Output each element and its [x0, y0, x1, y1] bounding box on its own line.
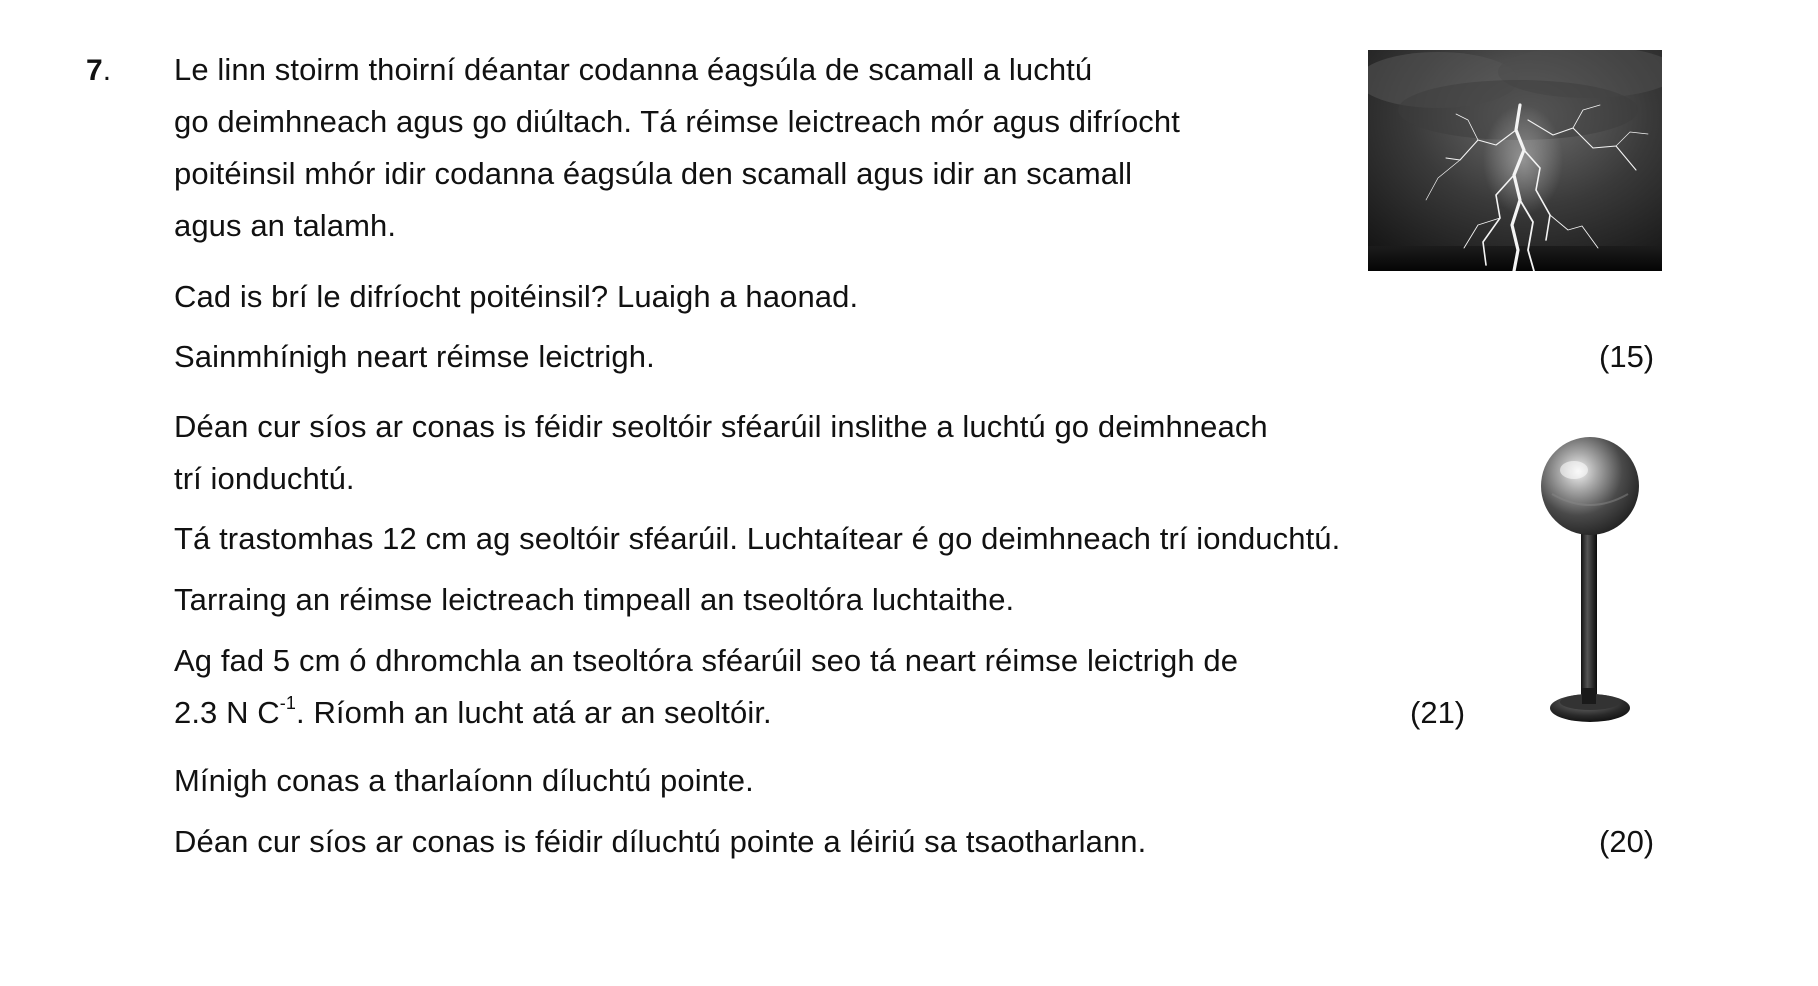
part-c-line-1: Mínigh conas a tharlaíonn díluchtú pointe.: [174, 763, 754, 798]
charge-value-text: 2.3 N C: [174, 695, 280, 730]
part-a-line-1: Cad is brí le difríocht poitéinsil? Luaigh a haonad.: [174, 279, 859, 314]
intro-line-1: Le linn stoirm thoirní déantar codanna éagsúla de scamall a luchtú: [174, 52, 1093, 87]
question-number: 7.: [86, 54, 112, 87]
part-b-marks: (21): [1410, 695, 1466, 730]
sphere-on-stand-photo: [1530, 436, 1650, 732]
part-b-line-5: Ag fad 5 cm ó dhromchla an tseoltóra sféarúil seo tá neart réimse leictrigh de: [174, 643, 1239, 678]
intro-line-3: poitéinsil mhór idir codanna éagsúla den scamall agus idir an scamall: [174, 156, 1133, 191]
unit-exponent: -1: [279, 693, 297, 713]
part-b-line-1: Déan cur síos ar conas is féidir seoltóir sféarúil inslithe a luchtú go deimhneach: [174, 409, 1268, 444]
calculate-charge-text: . Ríomh an lucht atá ar an seoltóir.: [296, 695, 772, 730]
part-b-line-6: [174, 695, 772, 731]
intro-line-2: go deimhneach agus go diúltach. Tá réimse leictreach mór agus difríocht: [174, 104, 1180, 139]
part-b-line-2: trí ionduchtú.: [174, 461, 355, 496]
part-c-line-2: Déan cur síos ar conas is féidir díluchtú pointe a léiriú sa tsaotharlann.: [174, 824, 1147, 859]
part-a-line-2: Sainmhínigh neart réimse leictrigh.: [174, 339, 655, 374]
intro-line-4: agus an talamh.: [174, 208, 397, 243]
part-a-marks: (15): [1599, 339, 1655, 374]
lightning-photo: [1368, 50, 1662, 271]
part-c-marks: (20): [1599, 824, 1655, 859]
part-b-line-3: Tá trastomhas 12 cm ag seoltóir sféarúil. Luchtaítear é go deimhneach trí ionduchtú.: [174, 521, 1341, 556]
part-b-line-4: Tarraing an réimse leictreach timpeall an tseoltóra luchtaithe.: [174, 582, 1015, 617]
